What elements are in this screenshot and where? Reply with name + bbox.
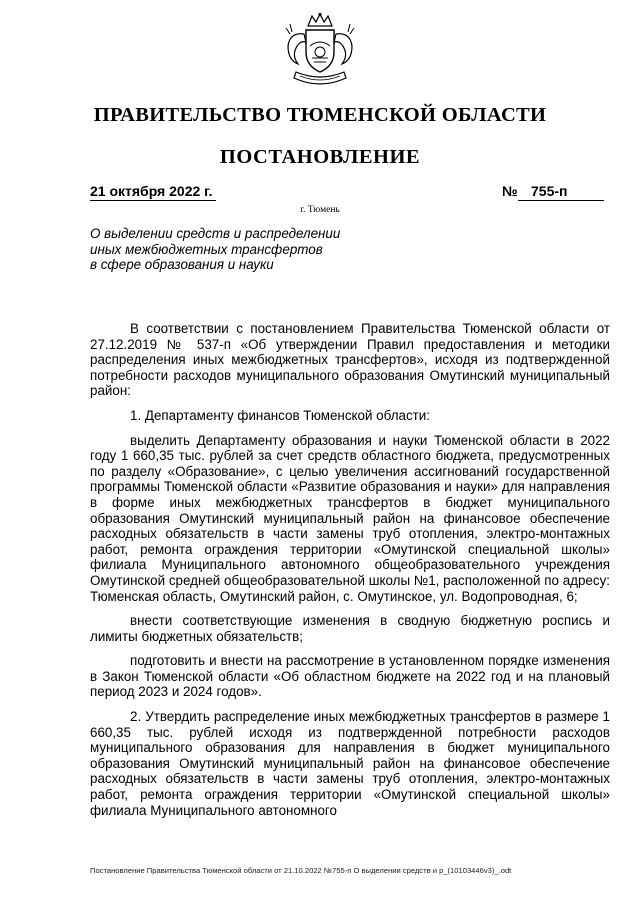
body-paragraph: 2. Утвердить распределение иных межбюджетных трансфертов в размере 1 660,35 тыс. рублей исходя из подтвержденной потребности расходов муниципального образования для направления в бюджет муниципального образования Омутинский муниципальный район на финансовое обеспечение расходных обязательств в части замены труб отопления, электро-монтажных работ, ремонта ограждения территории «Омутинской специальной школы» филиала Муниципального автономного: [90, 709, 610, 818]
coat-of-arms-icon: [282, 12, 358, 94]
body-paragraph: выделить Департаменту образования и науки Тюменской области в 2022 году 1 660,35 тыс. рублей за счет средств областного бюджета, предусмотренных по разделу «Образование», с целью увеличения ассигнований государственной программы Тюменской области «Развитие образования и науки» для направления в форме иных межбюджетных трансфертов в бюджет муниципального образования Омутинский муниципальный район на финансовое обеспечение расходных обязательств в части замены труб отопления, электро-монтажных работ, ремонта ограждения территории «Омутинской специальной школы» филиала Муниципального автономного общеобразовательного учреждения Омутинской средней общеобразовательной школы №1, расположенной по адресу: Тюменская область, Омутинский район, с. Омутинское, ул. Водопроводная, 6;: [90, 432, 610, 604]
document-date: 21 октября 2022 г.: [90, 183, 213, 199]
document-type-title: ПОСТАНОВЛЕНИЕ: [219, 146, 421, 168]
body-paragraph: подготовить и внести на рассмотрение в установленном порядке изменения в Закон Тюменской области «Об областном бюджете на 2022 год и на плановый период 2023 и 2024 годов».: [90, 653, 610, 700]
document-body: [90, 321, 610, 827]
government-title: ПРАВИТЕЛЬСТВО ТЮМЕНСКОЙ ОБЛАСТИ: [93, 104, 547, 126]
document-subject: [90, 226, 340, 273]
body-paragraph: 1. Департаменту финансов Тюменской области:: [130, 407, 430, 423]
body-paragraph: В соответствии с постановлением Правительства Тюменской области от 27.12.2019 № 537-п «Об утверждении Правил предоставления и методики распределения иных межбюджетных трансфертов», исходя из подтвержденной потребности расходов муниципального образования Омутинский муниципальный район:: [90, 321, 610, 399]
subject-line: иных межбюджетных трансфертов: [90, 241, 323, 257]
document-number: 755-п: [531, 183, 568, 199]
subject-line: в сфере образования и науки: [90, 257, 274, 272]
subject-line: О выделении средств и распределении: [90, 226, 341, 241]
number-label: №: [502, 183, 518, 199]
footer-filename: Постановление Правительства Тюменской области от 21.10.2022 №755-п О выделении средств и р_(10103446v3)_.odt: [90, 866, 512, 875]
city-label: г. Тюмень: [300, 205, 340, 215]
body-paragraph: внести соответствующие изменения в сводную бюджетную роспись и лимиты бюджетных обязательств;: [90, 613, 610, 644]
